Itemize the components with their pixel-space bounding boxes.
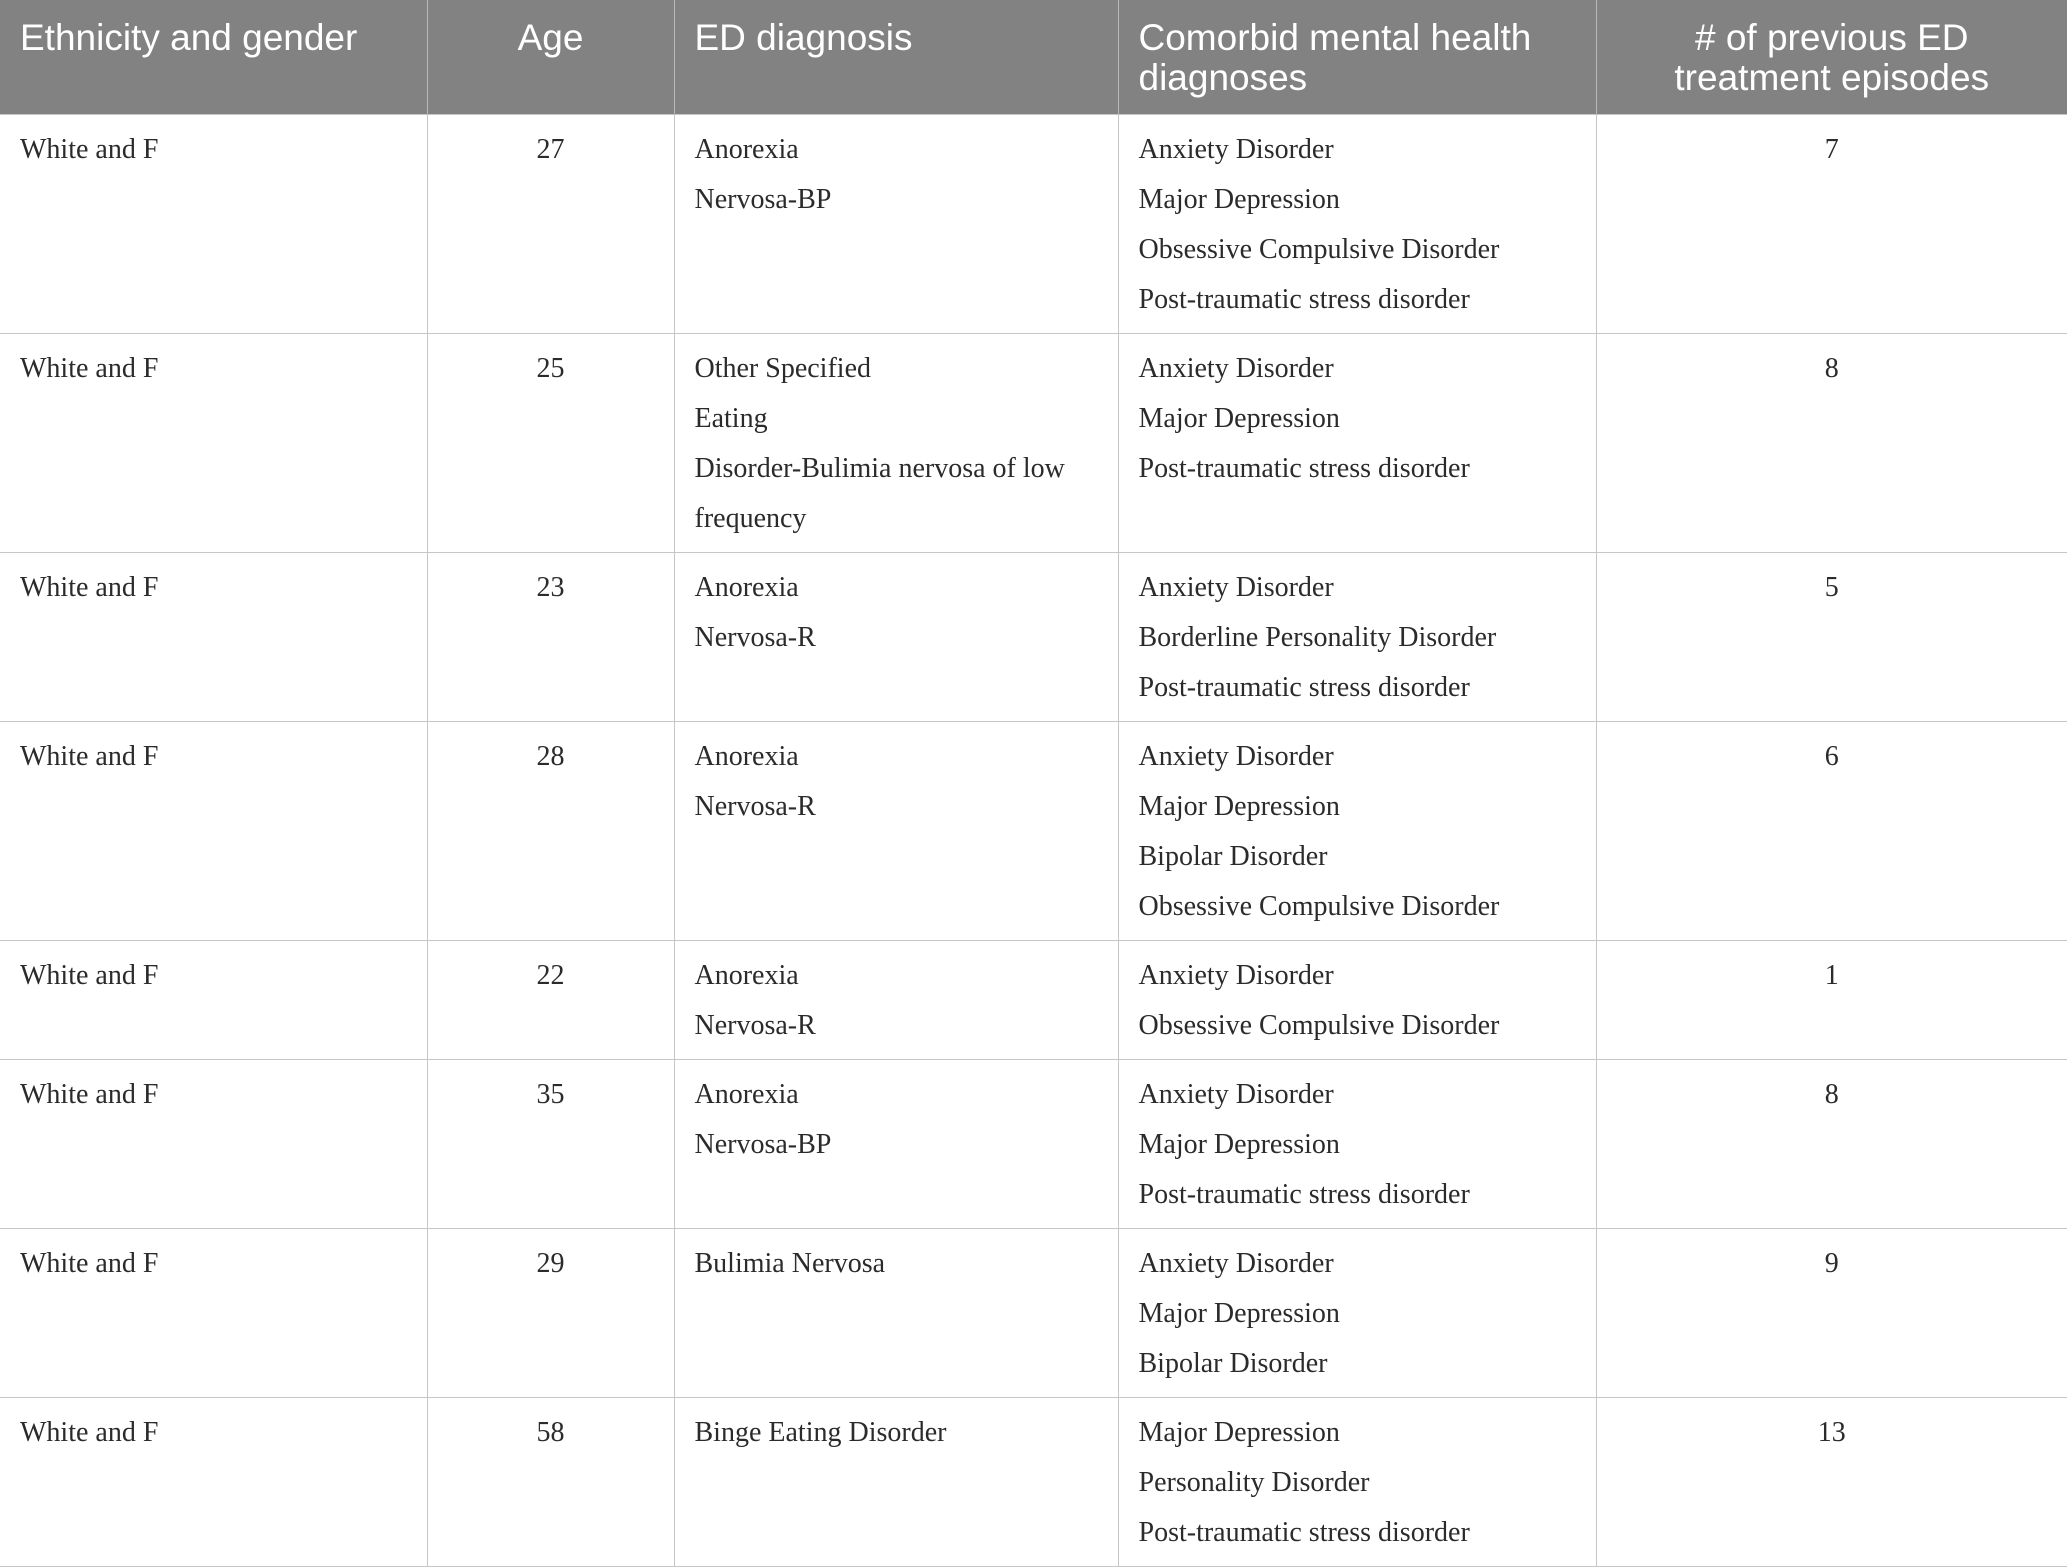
cell-previous-episodes: 7: [1596, 114, 2067, 333]
cell-ethnicity-gender: White and F: [0, 940, 427, 1059]
table-row: [0, 721, 2067, 940]
header-episodes-line-2: treatment episodes: [1674, 57, 1990, 98]
cell-comorbid-diagnoses: [1118, 721, 1596, 940]
ed-diagnosis-line: Anorexia: [694, 133, 799, 165]
ed-diagnosis-line: Anorexia: [694, 571, 799, 603]
cell-previous-episodes: 13: [1596, 1397, 2067, 1566]
ed-diagnosis-line: Nervosa-R: [694, 1009, 816, 1041]
ed-diagnosis-line: Disorder-Bulimia nervosa of low: [694, 452, 1065, 484]
comorbid-diagnosis-line: Major Depression: [1138, 790, 1340, 822]
comorbid-diagnosis-line: Personality Disorder: [1138, 1466, 1370, 1498]
comorbid-diagnosis-line: Major Depression: [1138, 402, 1340, 434]
cell-ethnicity-gender: White and F: [0, 552, 427, 721]
table-row: [0, 1397, 2067, 1566]
cell-comorbid-diagnoses: [1118, 940, 1596, 1059]
cell-comorbid-diagnoses: [1118, 114, 1596, 333]
comorbid-diagnosis-line: Bipolar Disorder: [1138, 1347, 1328, 1379]
comorbid-diagnosis-line: Major Depression: [1138, 1128, 1340, 1160]
cell-ethnicity-gender: White and F: [0, 114, 427, 333]
ed-diagnosis-line: Other Specified: [694, 352, 871, 384]
header-comorbid-diagnoses: [1118, 0, 1596, 114]
ed-diagnosis-line: Binge Eating Disorder: [694, 1416, 947, 1448]
comorbid-diagnosis-line: Borderline Personality Disorder: [1138, 621, 1497, 653]
cell-age: 22: [427, 940, 674, 1059]
table-row: [0, 552, 2067, 721]
cell-previous-episodes: 6: [1596, 721, 2067, 940]
comorbid-diagnosis-line: Bipolar Disorder: [1138, 840, 1328, 872]
cell-ethnicity-gender: White and F: [0, 333, 427, 552]
comorbid-diagnosis-line: Anxiety Disorder: [1138, 959, 1334, 991]
ed-diagnosis-line: Anorexia: [694, 1078, 799, 1110]
header-comorbid-line-2: diagnoses: [1138, 57, 1308, 98]
cell-comorbid-diagnoses: [1118, 333, 1596, 552]
comorbid-diagnosis-line: Anxiety Disorder: [1138, 133, 1334, 165]
cell-age: 35: [427, 1059, 674, 1228]
cell-ethnicity-gender: White and F: [0, 721, 427, 940]
comorbid-diagnosis-line: Post-traumatic stress disorder: [1138, 283, 1470, 315]
table-row: [0, 114, 2067, 333]
ed-diagnosis-line: Anorexia: [694, 740, 799, 772]
header-comorbid-line-1: Comorbid mental health: [1138, 17, 1532, 58]
comorbid-diagnosis-line: Anxiety Disorder: [1138, 352, 1334, 384]
cell-age: 23: [427, 552, 674, 721]
cell-age: 58: [427, 1397, 674, 1566]
comorbid-diagnosis-line: Obsessive Compulsive Disorder: [1138, 890, 1500, 922]
header-age: Age: [427, 0, 674, 114]
comorbid-diagnosis-line: Anxiety Disorder: [1138, 1078, 1334, 1110]
cell-ed-diagnosis: [674, 1059, 1118, 1228]
cell-ed-diagnosis: [674, 333, 1118, 552]
table-row: [0, 1059, 2067, 1228]
ed-diagnosis-line: Nervosa-R: [694, 621, 816, 653]
cell-comorbid-diagnoses: [1118, 552, 1596, 721]
cell-ed-diagnosis: [674, 1397, 1118, 1566]
header-previous-episodes: [1596, 0, 2067, 114]
ed-diagnosis-line: Anorexia: [694, 959, 799, 991]
ed-diagnosis-line: Bulimia Nervosa: [694, 1247, 886, 1279]
header-row: [0, 0, 2067, 114]
cell-previous-episodes: 5: [1596, 552, 2067, 721]
comorbid-diagnosis-line: Post-traumatic stress disorder: [1138, 452, 1470, 484]
table-body: [0, 114, 2067, 1566]
cell-ethnicity-gender: White and F: [0, 1397, 427, 1566]
cell-comorbid-diagnoses: [1118, 1228, 1596, 1397]
cell-ed-diagnosis: [674, 1228, 1118, 1397]
cell-ethnicity-gender: White and F: [0, 1059, 427, 1228]
table-row: [0, 1228, 2067, 1397]
cell-previous-episodes: 8: [1596, 1059, 2067, 1228]
comorbid-diagnosis-line: Obsessive Compulsive Disorder: [1138, 233, 1500, 265]
comorbid-diagnosis-line: Obsessive Compulsive Disorder: [1138, 1009, 1500, 1041]
ed-diagnosis-line: Nervosa-BP: [694, 183, 832, 215]
cell-age: 27: [427, 114, 674, 333]
ed-diagnosis-line: Eating: [694, 402, 768, 434]
comorbid-diagnosis-line: Post-traumatic stress disorder: [1138, 1178, 1470, 1210]
cell-ethnicity-gender: White and F: [0, 1228, 427, 1397]
cell-ed-diagnosis: [674, 721, 1118, 940]
comorbid-diagnosis-line: Major Depression: [1138, 1416, 1340, 1448]
header-ed-diagnosis: ED diagnosis: [674, 0, 1118, 114]
table-row: [0, 940, 2067, 1059]
comorbid-diagnosis-line: Major Depression: [1138, 1297, 1340, 1329]
cell-age: 25: [427, 333, 674, 552]
cell-age: 28: [427, 721, 674, 940]
cell-previous-episodes: 8: [1596, 333, 2067, 552]
comorbid-diagnosis-line: Post-traumatic stress disorder: [1138, 671, 1470, 703]
comorbid-diagnosis-line: Major Depression: [1138, 183, 1340, 215]
cell-comorbid-diagnoses: [1118, 1397, 1596, 1566]
comorbid-diagnosis-line: Anxiety Disorder: [1138, 740, 1334, 772]
header-episodes-line-1: # of previous ED: [1694, 17, 1969, 58]
table-header: [0, 0, 2067, 114]
cell-ed-diagnosis: [674, 552, 1118, 721]
ed-diagnosis-line: Nervosa-BP: [694, 1128, 832, 1160]
cell-ed-diagnosis: [674, 114, 1118, 333]
cell-ed-diagnosis: [674, 940, 1118, 1059]
header-ethnicity-gender: Ethnicity and gender: [0, 0, 427, 114]
ed-diagnosis-line: frequency: [694, 502, 807, 534]
comorbid-diagnosis-line: Post-traumatic stress disorder: [1138, 1516, 1470, 1548]
table-row: [0, 333, 2067, 552]
cell-previous-episodes: 1: [1596, 940, 2067, 1059]
cell-previous-episodes: 9: [1596, 1228, 2067, 1397]
comorbid-diagnosis-line: Anxiety Disorder: [1138, 571, 1334, 603]
comorbid-diagnosis-line: Anxiety Disorder: [1138, 1247, 1334, 1279]
cell-age: 29: [427, 1228, 674, 1397]
ed-diagnosis-line: Nervosa-R: [694, 790, 816, 822]
cell-comorbid-diagnoses: [1118, 1059, 1596, 1228]
